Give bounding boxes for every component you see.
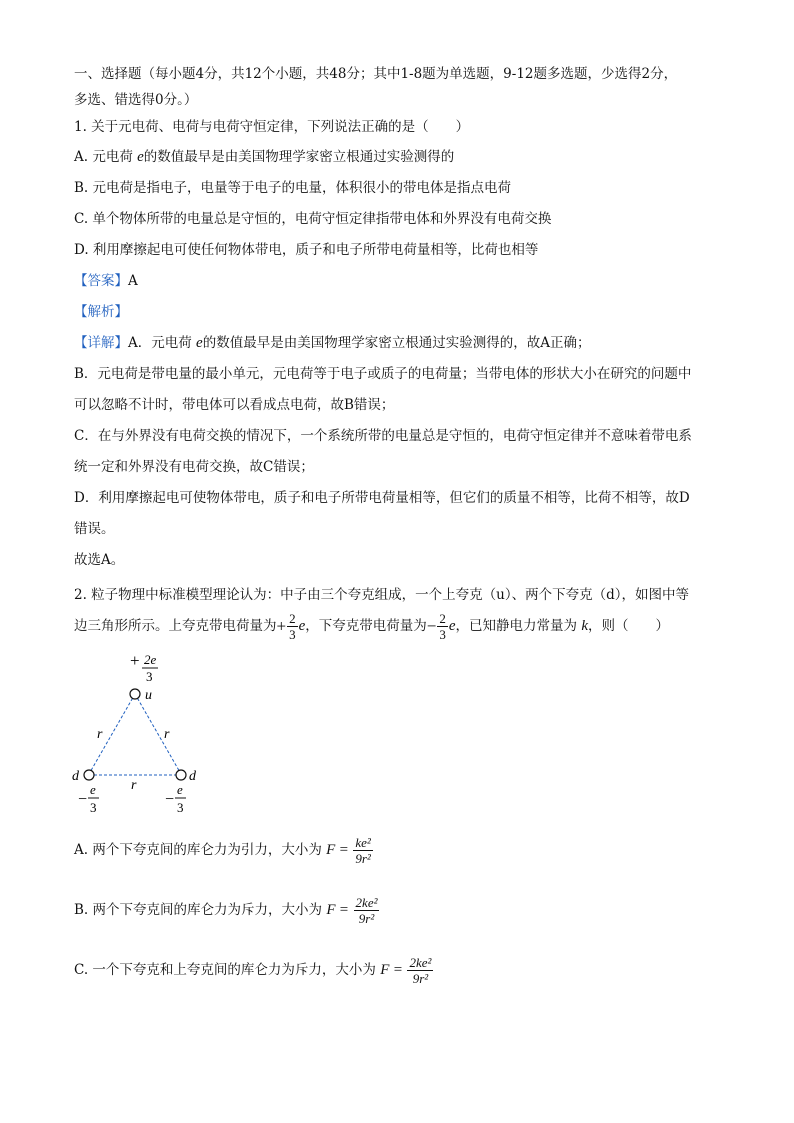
- bottom-side-r-label: r: [131, 778, 137, 793]
- detail-a-var: e: [196, 335, 203, 351]
- right-side-r-label: r: [164, 727, 170, 742]
- q1-option-b: B. 元电荷是指电子，电量等于电子的电量，体积很小的带电体是指点电荷: [74, 180, 512, 196]
- left-quark-label: d: [72, 769, 79, 784]
- answer-value: A: [128, 273, 138, 289]
- top-charge-sign: +: [130, 651, 140, 670]
- down-charge-sign: −: [426, 616, 437, 636]
- q2-option-c-text: C. 一个下夸克和上夸克间的库仑力为斥力，大小为: [74, 962, 376, 978]
- q2-option-b-num: 2ke²: [355, 895, 378, 910]
- q2-option-b-text: B. 两个下夸克间的库仑力为斥力，大小为: [74, 902, 323, 918]
- q1-detail-c2: 统一定和外界没有电荷交换，故C错误；: [74, 459, 314, 475]
- analysis-tag: 【解析】: [74, 304, 128, 320]
- q1-detail-d1: D．利用摩擦起电可使物体带电，质子和电子所带电荷量相等，但它们的质量不相等，比荷不相等，故D: [74, 490, 690, 506]
- q1-option-c: C. 单个物体所带的电量总是守恒的，电荷守恒定律指带电体和外界没有电荷交换: [74, 211, 552, 227]
- up-charge-num: 2: [289, 611, 296, 626]
- q2-stem-a: 边三角形所示。上夸克带电荷量为: [74, 618, 277, 634]
- left-charge-num: e: [90, 782, 96, 797]
- q2-option-b-fraction: [354, 895, 380, 926]
- q2-option-b-den: 9r²: [358, 911, 375, 926]
- q1-conclusion: 故选A。: [74, 552, 125, 568]
- q1-stem: 1. 关于元电荷、电荷与电荷守恒定律，下列说法正确的是（ ）: [74, 119, 470, 135]
- up-charge-den: 3: [289, 627, 296, 642]
- right-charge-sign: −: [165, 791, 175, 808]
- left-charge-sign: −: [78, 791, 88, 808]
- q1-detail-c1: C．在与外界没有电荷交换的情况下，一个系统所带的电量总是守恒的，电荷守恒定律并不意味着带电系: [74, 428, 692, 444]
- left-charge-label: [78, 782, 99, 815]
- top-quark-label: u: [145, 688, 152, 703]
- q1-option-a: [74, 147, 454, 167]
- right-charge-num: e: [177, 782, 183, 797]
- q2-option-a-eq: =: [339, 842, 349, 858]
- q2-option-b-F: F: [326, 902, 336, 918]
- q1-analysis-tag: [74, 302, 128, 322]
- q1-option-a-pre: A. 元电荷: [74, 149, 138, 165]
- q2-option-a: [74, 834, 374, 866]
- q2-option-c-den: 9r²: [412, 971, 429, 986]
- down-charge-e: e: [448, 618, 456, 634]
- detail-a-pre: A．元电荷: [128, 335, 197, 351]
- answer-tag: 【答案】: [74, 273, 128, 289]
- right-charge-label: [165, 782, 186, 815]
- q1-detail-a: [74, 333, 590, 353]
- q2-option-a-text: A. 两个下夸克间的库仑力为引力，大小为: [74, 842, 322, 858]
- quark-triangle-figure: [64, 648, 214, 820]
- q1-option-a-post: 的数值最早是由美国物理学家密立根通过实验测得的: [143, 149, 455, 165]
- top-charge-den: 3: [146, 669, 153, 684]
- top-charge-label: [130, 651, 158, 684]
- q2-option-c-fraction: [407, 955, 433, 986]
- detail-tag: 【详解】: [74, 335, 128, 351]
- down-charge-fraction: [437, 611, 448, 642]
- q1-option-a-var: e: [137, 149, 144, 165]
- q2-option-c-num: 2ke²: [409, 955, 432, 970]
- q1-answer: [74, 271, 138, 291]
- q1-detail-b1: B．元电荷是带电量的最小单元，元电荷等于电子或质子的电荷量；当带电体的形状大小在研究的问题中: [74, 366, 692, 382]
- left-down-quark-node: [84, 770, 94, 780]
- q2-stem-line1: 2. 粒子物理中标准模型理论认为：中子由三个夸克组成，一个上夸克（u）、两个下夸克（d），如图中等: [74, 587, 690, 603]
- section-header-line1: 一、选择题（每小题4分，共12个小题，共48分；其中1-8题为单选题，9-12题多选题，少选得2分，: [74, 66, 678, 82]
- up-quark-node: [130, 689, 140, 699]
- q2-option-a-num: ke²: [353, 835, 372, 851]
- right-down-quark-node: [176, 770, 186, 780]
- q1-detail-d2: 错误。: [74, 521, 115, 537]
- q2-stem-line2: [74, 611, 669, 642]
- q2-stem-c: ，已知静电力常量为: [455, 618, 582, 634]
- q2-option-b: [74, 894, 380, 926]
- left-side-line: [89, 694, 135, 774]
- q2-option-b-eq: =: [339, 902, 349, 918]
- detail-a-post: 的数值最早是由美国物理学家密立根通过实验测得的，故A正确；: [202, 335, 591, 351]
- q2-option-c-F: F: [380, 962, 390, 978]
- q2-stem-b: ，下夸克带电荷量为: [305, 618, 427, 634]
- left-charge-den: 3: [90, 800, 97, 815]
- right-side-line: [135, 694, 181, 774]
- q2-option-c: [74, 954, 434, 986]
- right-quark-label: d: [189, 769, 196, 784]
- up-charge-e: e: [298, 618, 306, 634]
- down-charge-num: 2: [439, 611, 446, 626]
- q2-stem-d: ，则（ ）: [588, 618, 669, 634]
- q2-option-c-eq: =: [393, 962, 403, 978]
- q1-detail-b2: 可以忽略不计时，带电体可以看成点电荷，故B错误；: [74, 397, 395, 413]
- up-charge-sign: +: [276, 616, 287, 636]
- q2-option-a-F: F: [326, 842, 336, 858]
- k-var: k: [581, 618, 588, 634]
- down-charge-den: 3: [439, 627, 446, 642]
- section-header-line2: 多选、错选得0分。）: [74, 92, 198, 108]
- top-charge-num: 2e: [144, 652, 157, 667]
- q1-option-d: D. 利用摩擦起电可使任何物体带电，质子和电子所带电荷量相等，比荷也相等: [74, 242, 539, 258]
- q2-option-a-fraction: [353, 835, 372, 866]
- up-charge-fraction: [287, 611, 298, 642]
- q2-option-a-den: 9r²: [355, 851, 371, 866]
- right-charge-den: 3: [177, 800, 184, 815]
- left-side-r-label: r: [97, 727, 103, 742]
